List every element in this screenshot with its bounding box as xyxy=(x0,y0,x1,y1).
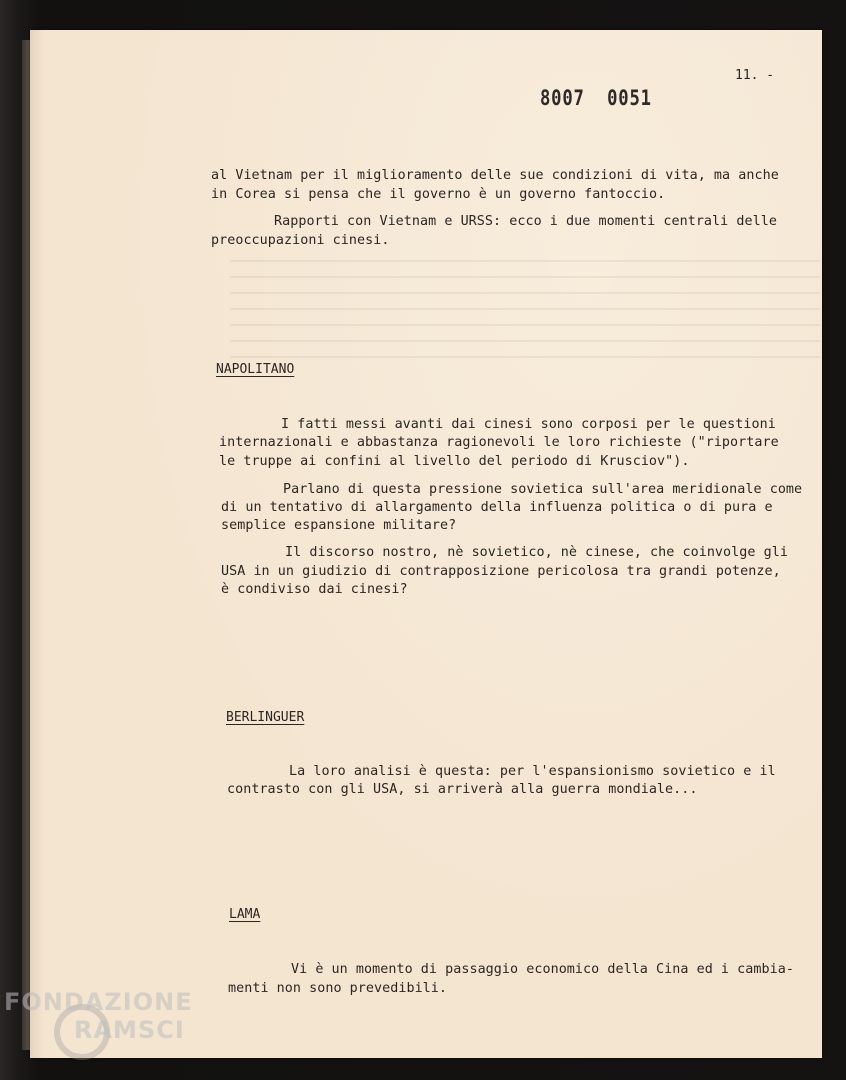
text-line: Vi è un momento di passaggio economico della Cina ed i cambia- xyxy=(291,962,794,977)
text-line: La loro analisi è questa: per l'espansionismo sovietico e il xyxy=(289,764,776,779)
text-line: semplice espansione militare? xyxy=(221,518,457,533)
text-line: contrasto con gli USA, si arriverà alla guerra mondiale... xyxy=(227,782,698,797)
bleed-through-text xyxy=(230,260,820,370)
text-line: è condiviso dai cinesi? xyxy=(221,582,408,597)
text-line: menti non sono prevedibili. xyxy=(228,981,448,996)
speaker-lama: LAMA xyxy=(229,907,261,922)
text-line: al Vietnam per il miglioramento delle sue condizioni di vita, ma anche xyxy=(211,168,779,183)
fondazione-gramsci-watermark xyxy=(4,988,214,1068)
text-line: Il discorso nostro, nè sovietico, nè cinese, che coinvolge gli xyxy=(285,545,788,560)
watermark-line-1: FONDAZIONE xyxy=(4,988,193,1016)
text-line: Parlano di questa pressione sovietica sull'area meridionale come xyxy=(283,482,803,497)
text-line: le truppe ai confini al livello del periodo di Krusciov"). xyxy=(219,454,690,469)
archive-stamp: 8007 0051 xyxy=(540,86,652,110)
text-line: internazionali e abbastanza ragionevoli le loro richieste ("riportare xyxy=(219,435,779,450)
text-line: di un tentativo di allargamento della influenza politica o di pura e xyxy=(221,500,773,515)
speaker-berlinguer: BERLINGUER xyxy=(226,710,305,725)
text-line: in Corea si pensa che il governo è un governo fantoccio. xyxy=(211,187,666,202)
text-line: Rapporti con Vietnam e URSS: ecco i due momenti centrali delle xyxy=(274,214,777,229)
document-page xyxy=(30,30,822,1058)
text-line: preoccupazioni cinesi. xyxy=(211,233,390,248)
speaker-napolitano: NAPOLITANO xyxy=(216,362,295,377)
page-number: 11. - xyxy=(735,68,775,83)
watermark-line-2: RAMSCI xyxy=(74,1016,185,1044)
text-line: USA in un giudizio di contrapposizione pericolosa tra grandi potenze, xyxy=(221,564,781,579)
text-line: I fatti messi avanti dai cinesi sono corposi per le questioni xyxy=(281,417,776,432)
